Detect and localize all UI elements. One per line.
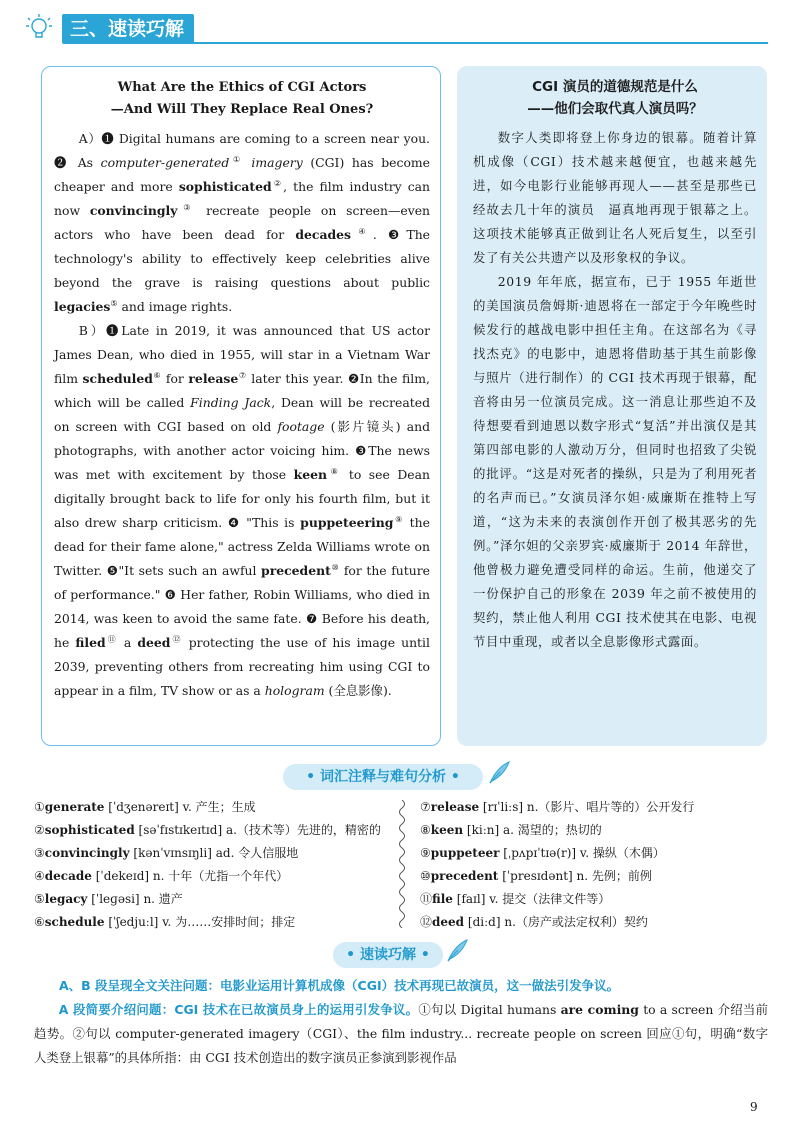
vocab-item: ⑧keen [kiːn] a. 渴望的；热切的 xyxy=(420,823,602,837)
vocab-item: ⑥schedule [ˈʃedjuːl] v. 为……安排时间；排定 xyxy=(34,915,296,929)
chinese-paragraph-1: 数字人类即将登上你身边的银幕。随着计算机成像（CGI）技术越来越便宜，也越来越先进，如今电影行业能够再现人——甚至是那些已经故去几十年的演员 逼真地再现于银幕之上。这项技术能够真正做到让名人死后复生，以至引发了有关公共遗产以及形象权的争议。 xyxy=(473,130,757,265)
vocab-item: ⑩precedent [ˈpresɪdənt] n. 先例；前例 xyxy=(420,869,652,883)
vocab-item: ⑤legacy [ˈleɡəsi] n. 遗产 xyxy=(34,892,183,906)
chinese-translation xyxy=(457,66,767,746)
vocab-column-right xyxy=(420,796,790,934)
vocab-list xyxy=(34,796,774,936)
vocab-banner: • 词汇注释与难句分析 • xyxy=(283,764,483,790)
english-title: What Are the Ethics of CGI Actors —And Will They Replace Real Ones? xyxy=(110,80,374,117)
lightbulb-icon xyxy=(24,12,54,42)
paragraph-b: B）❶Late in 2019, it was announced that US actor James Dean, who died in 1955, will star in a Vietnam War film scheduled⑥ for release⑦ later this year. ❷In the film, which will be called Finding Jack, Dean will be recreated on screen with CGI based on old footage (影片镜头) and photographs, with another actor voicing him. ❸The news was met with excitement by those keen⑧ to see Dean digitally brought back to life for only his fourth film, but it also drew sharp criticism. ❹ "This is puppeteering⑨ the dead for their fame alone," actress Zelda Williams wrote on Twitter. ❺"It sets such an awful precedent⑩ for the future of performance." ❻ Her father, Robin Williams, who died in 2014, was keen to avoid the same fate. ❼ Before his death, he filed⑪ a deed⑫ protecting the use of his image until 2039, preventing others from recreating him using CGI to appear in a film, TV show or as a hologram (全息影像). xyxy=(54,323,431,698)
wavy-divider xyxy=(396,800,408,928)
vocab-item: ⑦release [rɪˈliːs] n.（影片、唱片等的）公开发行 xyxy=(420,800,695,814)
vocab-item: ⑪file [faɪl] v. 提交（法律文件等） xyxy=(420,892,611,906)
section-header xyxy=(0,0,800,46)
vocab-item: ⑨puppeteer [ˌpʌpɪˈtɪə(r)] v. 操纵（木偶） xyxy=(420,846,665,860)
tips-banner: • 速读巧解 • xyxy=(333,942,443,968)
tips-summary: A、B 段呈现全文关注问题：电影业运用计算机成像（CGI）技术再现已故演员，这一做法引发争议。 xyxy=(59,978,620,993)
vocab-item: ④decade [ˈdekeɪd] n. 十年（尤指一个年代） xyxy=(34,869,289,883)
tips-paragraph-a: A 段简要介绍问题：CGI 技术在已故演员身上的运用引发争议。①句以 Digital humans are coming to a screen 介绍当前趋势。②句以 computer-generated imagery（CGI）、the film industry... recreate people on screen 回应①句，明确“数字人类登上银幕”的具体所指：由 CGI 技术创造出的数字演员正参演到影视作品 xyxy=(34,1002,768,1065)
vocab-item: ⑫deed [diːd] n.（房产或法定权利）契约 xyxy=(420,915,648,929)
chinese-title: CGI 演员的道德规范是什么 ——他们会取代真人演员吗？ xyxy=(527,79,703,117)
vocab-item: ①generate [ˈdʒenəreɪt] v. 产生；生成 xyxy=(34,800,256,814)
paragraph-a: A）❶ Digital humans are coming to a screen near you. ❷ As computer-generated① imagery (CGI) has become cheaper and more sophisticated②, the film industry can now convincingly③ recreate people on screen—even actors who have been dead for decades④. ❸The technology's ability to effectively keep celebrities alive beyond the grave is raising questions about public legacies⑤ and image rights. xyxy=(54,131,431,314)
vocab-item: ③convincingly [kənˈvɪnsɪŋli] ad. 令人信服地 xyxy=(34,846,299,860)
vocab-item: ②sophisticated [səˈfɪstɪkeɪtɪd] a.（技术等）先进的，精密的 xyxy=(34,823,381,837)
chinese-paragraph-2: 2019 年年底，据宣布，已于 1955 年逝世的美国演员詹姆斯·迪恩将在一部定于今年晚些时候发行的越战电影中担任主角。在这部名为《寻找杰克》的电影中，迪恩将借助基于其生前影像与照片（进行制作）的 CGI 技术再现于银幕，配音将由另一位演员完成。这一消息让那些迫不及待想要看到迪恩以数字形式“复活”并出演仅是其第四部电影的人激动万分，但同时也招致了尖锐的批评。“这是对死者的操纵，只是为了利用死者的名声而已。”女演员泽尔妲·威廉斯在推特上写道，“这为未来的表演创作开创了极其恶劣的先例。”泽尔妲的父亲罗宾·威廉斯于 2014 年辞世，他曾极力避免遭受同样的命运。生前，他递交了一份保护自己的形象在 2039 年之前不被使用的契约，禁止他人利用 CGI 技术使其在电影、电视节目中重现，或者以全息影像形式露面。 xyxy=(473,274,757,649)
reading-tips xyxy=(34,974,768,1070)
english-passage xyxy=(41,66,441,746)
vocab-column-left xyxy=(34,796,404,934)
quill-icon xyxy=(486,760,512,786)
section-title: 三、速读巧解 xyxy=(62,14,194,44)
header-rule xyxy=(186,42,768,44)
page-number: 9 xyxy=(750,1100,758,1114)
quill-icon xyxy=(444,938,470,964)
